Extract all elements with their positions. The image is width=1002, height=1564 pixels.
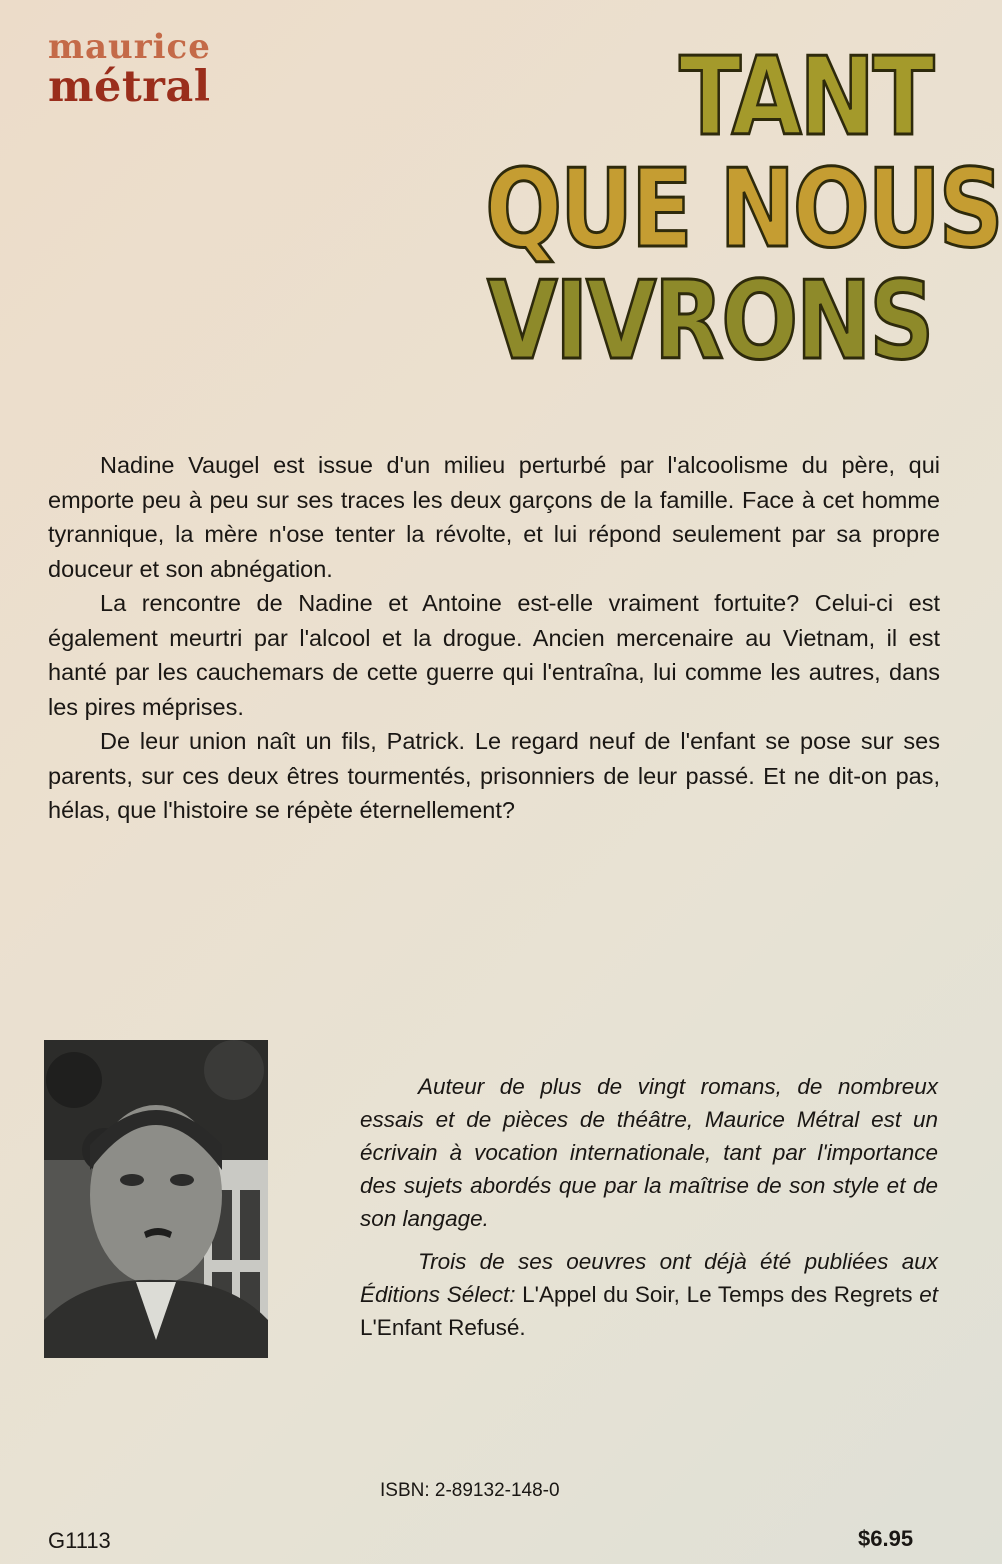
author-photo	[44, 1040, 268, 1358]
synopsis-paragraph: Nadine Vaugel est issue d'un milieu perturbé par l'alcoolisme du père, qui emporte peu à peu sur ses traces les deux garçons de la famille. Face à cet homme tyrannique, la mère n'ose tenter la révolte, et lui répond seulement par sa propre douceur et son abnégation.	[48, 452, 940, 582]
author-first-name: maurice	[48, 27, 211, 67]
book-title	[400, 35, 1002, 384]
price: $6.95	[858, 1526, 914, 1551]
book-title-2: Le Temps des Regrets	[686, 1282, 913, 1307]
isbn: ISBN: 2-89132-148-0	[380, 1480, 560, 1501]
author-bio	[360, 1070, 938, 1354]
title-line-1: TANT	[679, 35, 932, 160]
bio-publications	[360, 1245, 938, 1344]
author-portrait-image	[44, 1040, 268, 1358]
synopsis	[48, 448, 940, 828]
author-name	[48, 27, 211, 112]
author-last-name: métral	[48, 62, 211, 112]
synopsis-paragraph: La rencontre de Nadine et Antoine est-elle vraiment fortuite? Celui-ci est également meurtri par l'alcool et la drogue. Ancien mercenaire au Vietnam, il est hanté par les cauchemars de cette guerre qui l'entraîna, lui comme les autres, dans les pires méprises.	[48, 590, 940, 720]
bio-publications-intro: Trois de ses oeuvres ont déjà été publiées aux Éditions Sélect:	[360, 1249, 938, 1307]
bio-paragraph: Auteur de plus de vingt romans, de nombreux essais et de pièces de théâtre, Maurice Métral est un écrivain à vocation internationale, tant par l'importance des sujets abordés que par la maîtrise de son style et de son langage.	[360, 1074, 938, 1231]
book-title-1: L'Appel du Soir,	[522, 1282, 680, 1307]
bio-conjunction: et	[919, 1282, 938, 1307]
catalog-code: G1113	[48, 1528, 111, 1553]
title-line-2: QUE NOUS	[485, 147, 1002, 272]
synopsis-paragraph: De leur union naît un fils, Patrick. Le regard neuf de l'enfant se pose sur ses parents, sur ces deux êtres tourmentés, prisonniers de leur passé. Et ne dit-on pas, hélas, que l'histoire se répète éternellement?	[48, 728, 940, 823]
book-title-3: L'Enfant Refusé.	[360, 1315, 526, 1340]
title-line-3: VIVRONS	[487, 259, 932, 384]
